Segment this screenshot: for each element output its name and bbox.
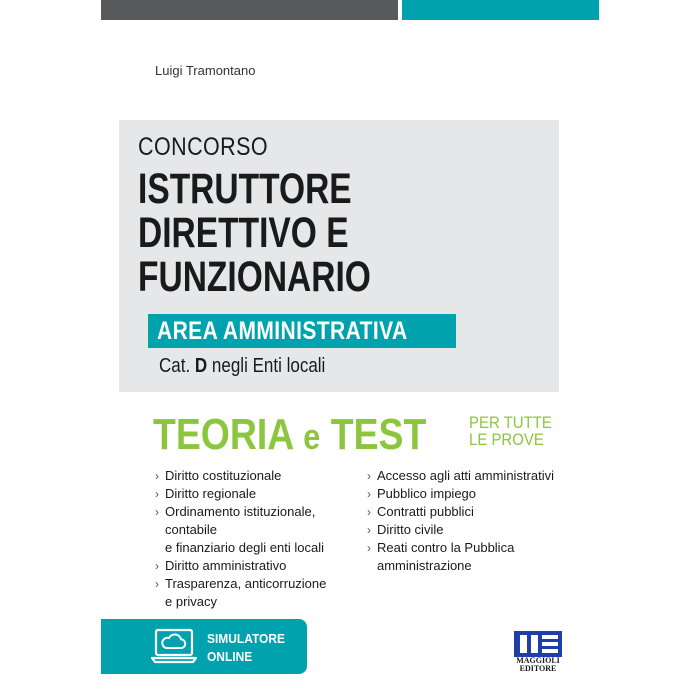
top-stripe-dark: [101, 0, 398, 20]
cat-prefix: Cat.: [159, 355, 191, 377]
simulator-line: ONLINE: [207, 649, 253, 664]
list-item: [155, 575, 365, 611]
topic-text: Pubblico impiego: [377, 486, 477, 501]
chevron-right-icon: ›: [367, 505, 371, 519]
maggioli-logo: [514, 631, 562, 657]
list-item: [367, 503, 577, 521]
cat-letter: D: [194, 355, 208, 377]
topic-text: Reati contro la Pubblica amministrazione: [377, 540, 515, 573]
simulator-line: SIMULATORE: [207, 631, 285, 646]
title-line: FUNZIONARIO: [138, 253, 371, 301]
area-label: AREA AMMINISTRATIVA: [157, 317, 408, 345]
topic-text: Diritto costituzionale: [165, 468, 282, 483]
cat-suffix: negli Enti locali: [211, 355, 326, 377]
per-tutte-line: LE PROVE: [469, 430, 544, 449]
chevron-right-icon: ›: [155, 487, 159, 501]
author-name: Luigi Tramontano: [155, 63, 256, 78]
topic-text: Diritto amministrativo: [165, 558, 287, 573]
publisher-line: EDITORE: [519, 664, 557, 673]
chevron-right-icon: ›: [155, 505, 159, 519]
list-item: [155, 557, 365, 575]
concorso-label: CONCORSO: [138, 133, 269, 161]
simulator-label: [207, 630, 285, 666]
chevron-right-icon: ›: [367, 487, 371, 501]
topic-text: Trasparenza, anticorruzione e privacy: [165, 576, 327, 609]
topics-left-list: [155, 467, 365, 611]
e-word: e: [303, 416, 321, 457]
list-item: [155, 503, 365, 557]
main-title: [138, 167, 371, 299]
list-item: [155, 485, 365, 503]
list-item: [367, 485, 577, 503]
chevron-right-icon: ›: [155, 559, 159, 573]
topic-text: Diritto civile: [377, 522, 444, 537]
list-item: [155, 467, 365, 485]
list-item: [367, 521, 577, 539]
list-item: [367, 467, 577, 485]
title-line: ISTRUTTORE: [138, 165, 352, 213]
chevron-right-icon: ›: [367, 541, 371, 555]
topic-text: Contratti pubblici: [377, 504, 474, 519]
top-stripe-teal: [402, 0, 599, 20]
laptop-cloud-icon: [151, 627, 197, 667]
topic-text: Accesso agli atti amministrativi: [377, 468, 554, 483]
per-tutte-le-prove: [469, 414, 552, 448]
publisher-name: [513, 657, 563, 673]
teoria-e-test-heading: [153, 410, 426, 460]
category-line: [159, 355, 325, 378]
topic-text: Ordinamento istituzionale, contabile e finanziario degli enti locali: [165, 504, 324, 555]
chevron-right-icon: ›: [155, 577, 159, 591]
per-tutte-line: PER TUTTE: [469, 413, 552, 432]
title-line: DIRETTIVO E: [138, 209, 349, 257]
list-item: [367, 539, 577, 575]
test-word: TEST: [330, 410, 427, 459]
topics-right-list: [367, 467, 577, 575]
publisher-line: MAGGIOLI: [516, 656, 560, 665]
book-cover: [101, 0, 599, 700]
chevron-right-icon: ›: [367, 469, 371, 483]
chevron-right-icon: ›: [367, 523, 371, 537]
chevron-right-icon: ›: [155, 469, 159, 483]
teoria-word: TEORIA: [153, 410, 293, 459]
topic-text: Diritto regionale: [165, 486, 257, 501]
